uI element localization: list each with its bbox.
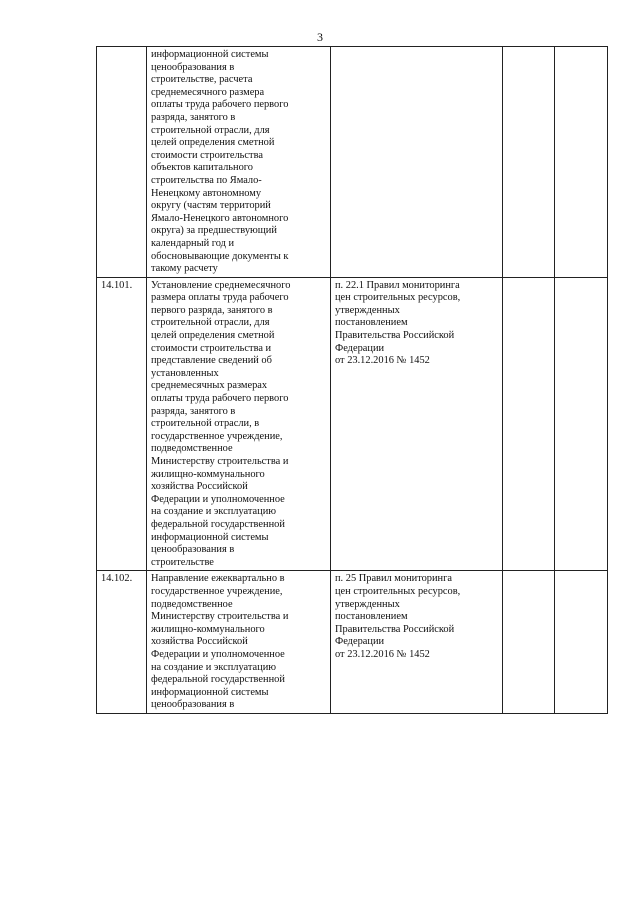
cell-text-line: округу (частям территорий <box>151 200 271 212</box>
row-empty-cell <box>503 277 555 571</box>
cell-text-line: Министерству строительства и <box>151 456 289 467</box>
cell-text-line: представление сведений об <box>151 355 272 367</box>
cell-text-line: Правительства Российской <box>335 330 455 342</box>
cell-text-line: Правительства Российской <box>335 623 455 635</box>
cell-text-line: государственное учреждение, <box>151 430 283 442</box>
cell-text-line: ценообразования в <box>151 61 235 73</box>
row-legal-basis <box>331 571 503 714</box>
cell-text-line: информационной системы <box>151 531 269 543</box>
cell-text-line: стоимости строительства и <box>151 342 272 354</box>
regulation-table <box>96 46 608 714</box>
cell-text-line: от 23.12.2016 № 1452 <box>335 355 430 367</box>
cell-text-line: постановлением <box>335 611 408 623</box>
cell-text-line: строительной отрасли, в <box>151 418 260 430</box>
cell-text-line: информационной системы <box>151 49 269 60</box>
cell-text-line: п. 25 Правил мониторинга <box>335 573 452 585</box>
cell-text-line: Направление ежеквартально в <box>151 573 285 585</box>
cell-text-line: утвержденных <box>335 304 400 316</box>
cell-text-line: Федерации <box>335 342 385 354</box>
cell-text-line: такому расчету <box>151 263 218 275</box>
cell-text-line: разряда, занятого в <box>151 111 236 123</box>
cell-text-line: хозяйства Российской <box>151 636 248 648</box>
cell-text-line: среднемесячных размерах <box>151 380 268 392</box>
cell-text-line: п. 22.1 Правил мониторинга <box>335 279 460 291</box>
cell-text-line: утвержденных <box>335 598 400 610</box>
cell-text-line: информационной системы <box>151 686 269 698</box>
row-legal-basis <box>331 47 503 278</box>
cell-text-line: целей определения сметной <box>151 137 275 149</box>
cell-text-line: подведомственное <box>151 443 233 455</box>
cell-text-line: размера оплаты труда рабочего <box>151 292 289 304</box>
cell-text-line: от 23.12.2016 № 1452 <box>335 648 430 660</box>
table-row <box>97 47 608 278</box>
cell-text-line: государственное учреждение, <box>151 585 283 597</box>
cell-text-line: ценообразования в <box>151 544 235 556</box>
cell-text-line: стоимости строительства <box>151 149 263 161</box>
cell-text-line: первого разряда, занятого в <box>151 304 273 316</box>
cell-text-line: строительной отрасли, для <box>151 124 270 136</box>
cell-text-line: на создание и эксплуатацию <box>151 661 277 673</box>
cell-text-line: календарный год и <box>151 237 235 249</box>
cell-text-line: Ненецкому автономному <box>151 187 262 199</box>
cell-text-line: жилищно-коммунального <box>151 468 265 480</box>
row-number: 14.102. <box>97 571 147 714</box>
cell-text-line: хозяйства Российской <box>151 481 248 493</box>
row-legal-basis <box>331 277 503 571</box>
cell-text-line: Федерации <box>335 636 385 648</box>
cell-text-line: Федерации и уполномоченное <box>151 493 285 505</box>
row-number <box>97 47 147 278</box>
cell-text-line: установленных <box>151 367 219 379</box>
cell-text-line: строительстве, расчета <box>151 74 253 86</box>
row-number: 14.101. <box>97 277 147 571</box>
cell-text-line: жилищно-коммунального <box>151 623 265 635</box>
cell-text-line: оплаты труда рабочего первого <box>151 393 289 405</box>
cell-text-line: подведомственное <box>151 598 233 610</box>
cell-text-line: Ямало-Ненецкого автономного <box>151 212 289 224</box>
cell-text-line: ценообразования в <box>151 699 235 711</box>
cell-text-line: на создание и эксплуатацию <box>151 506 277 518</box>
cell-text-line: федеральной государственной <box>151 518 285 530</box>
cell-text-line: среднемесячного размера <box>151 86 265 98</box>
cell-text-line: цен строительных ресурсов, <box>335 585 461 597</box>
cell-text-line: строительной отрасли, для <box>151 317 270 329</box>
cell-text-line: целей определения сметной <box>151 330 275 342</box>
cell-text-line: разряда, занятого в <box>151 405 236 417</box>
row-empty-cell <box>555 277 608 571</box>
row-empty-cell <box>503 571 555 714</box>
cell-text-line: Министерству строительства и <box>151 611 289 623</box>
cell-text-line: цен строительных ресурсов, <box>335 292 461 304</box>
cell-text-line: постановлением <box>335 317 408 329</box>
cell-text-line: округа) за предшествующий <box>151 225 277 237</box>
row-description <box>147 277 331 571</box>
row-empty-cell <box>503 47 555 278</box>
row-description <box>147 571 331 714</box>
table-row <box>97 571 608 714</box>
row-empty-cell <box>555 47 608 278</box>
cell-text-line: Федерации и уполномоченное <box>151 648 285 660</box>
cell-text-line: объектов капитального <box>151 162 253 174</box>
cell-text-line: оплаты труда рабочего первого <box>151 99 289 111</box>
cell-text-line: строительстве <box>151 556 214 568</box>
cell-text-line: Установление среднемесячного <box>151 279 291 291</box>
cell-text-line: строительства по Ямало- <box>151 174 262 186</box>
row-empty-cell <box>555 571 608 714</box>
page-number: 3 <box>317 30 323 44</box>
table-row <box>97 277 608 571</box>
cell-text-line: федеральной государственной <box>151 674 285 686</box>
cell-text-line: обосновывающие документы к <box>151 250 289 262</box>
row-description <box>147 47 331 278</box>
